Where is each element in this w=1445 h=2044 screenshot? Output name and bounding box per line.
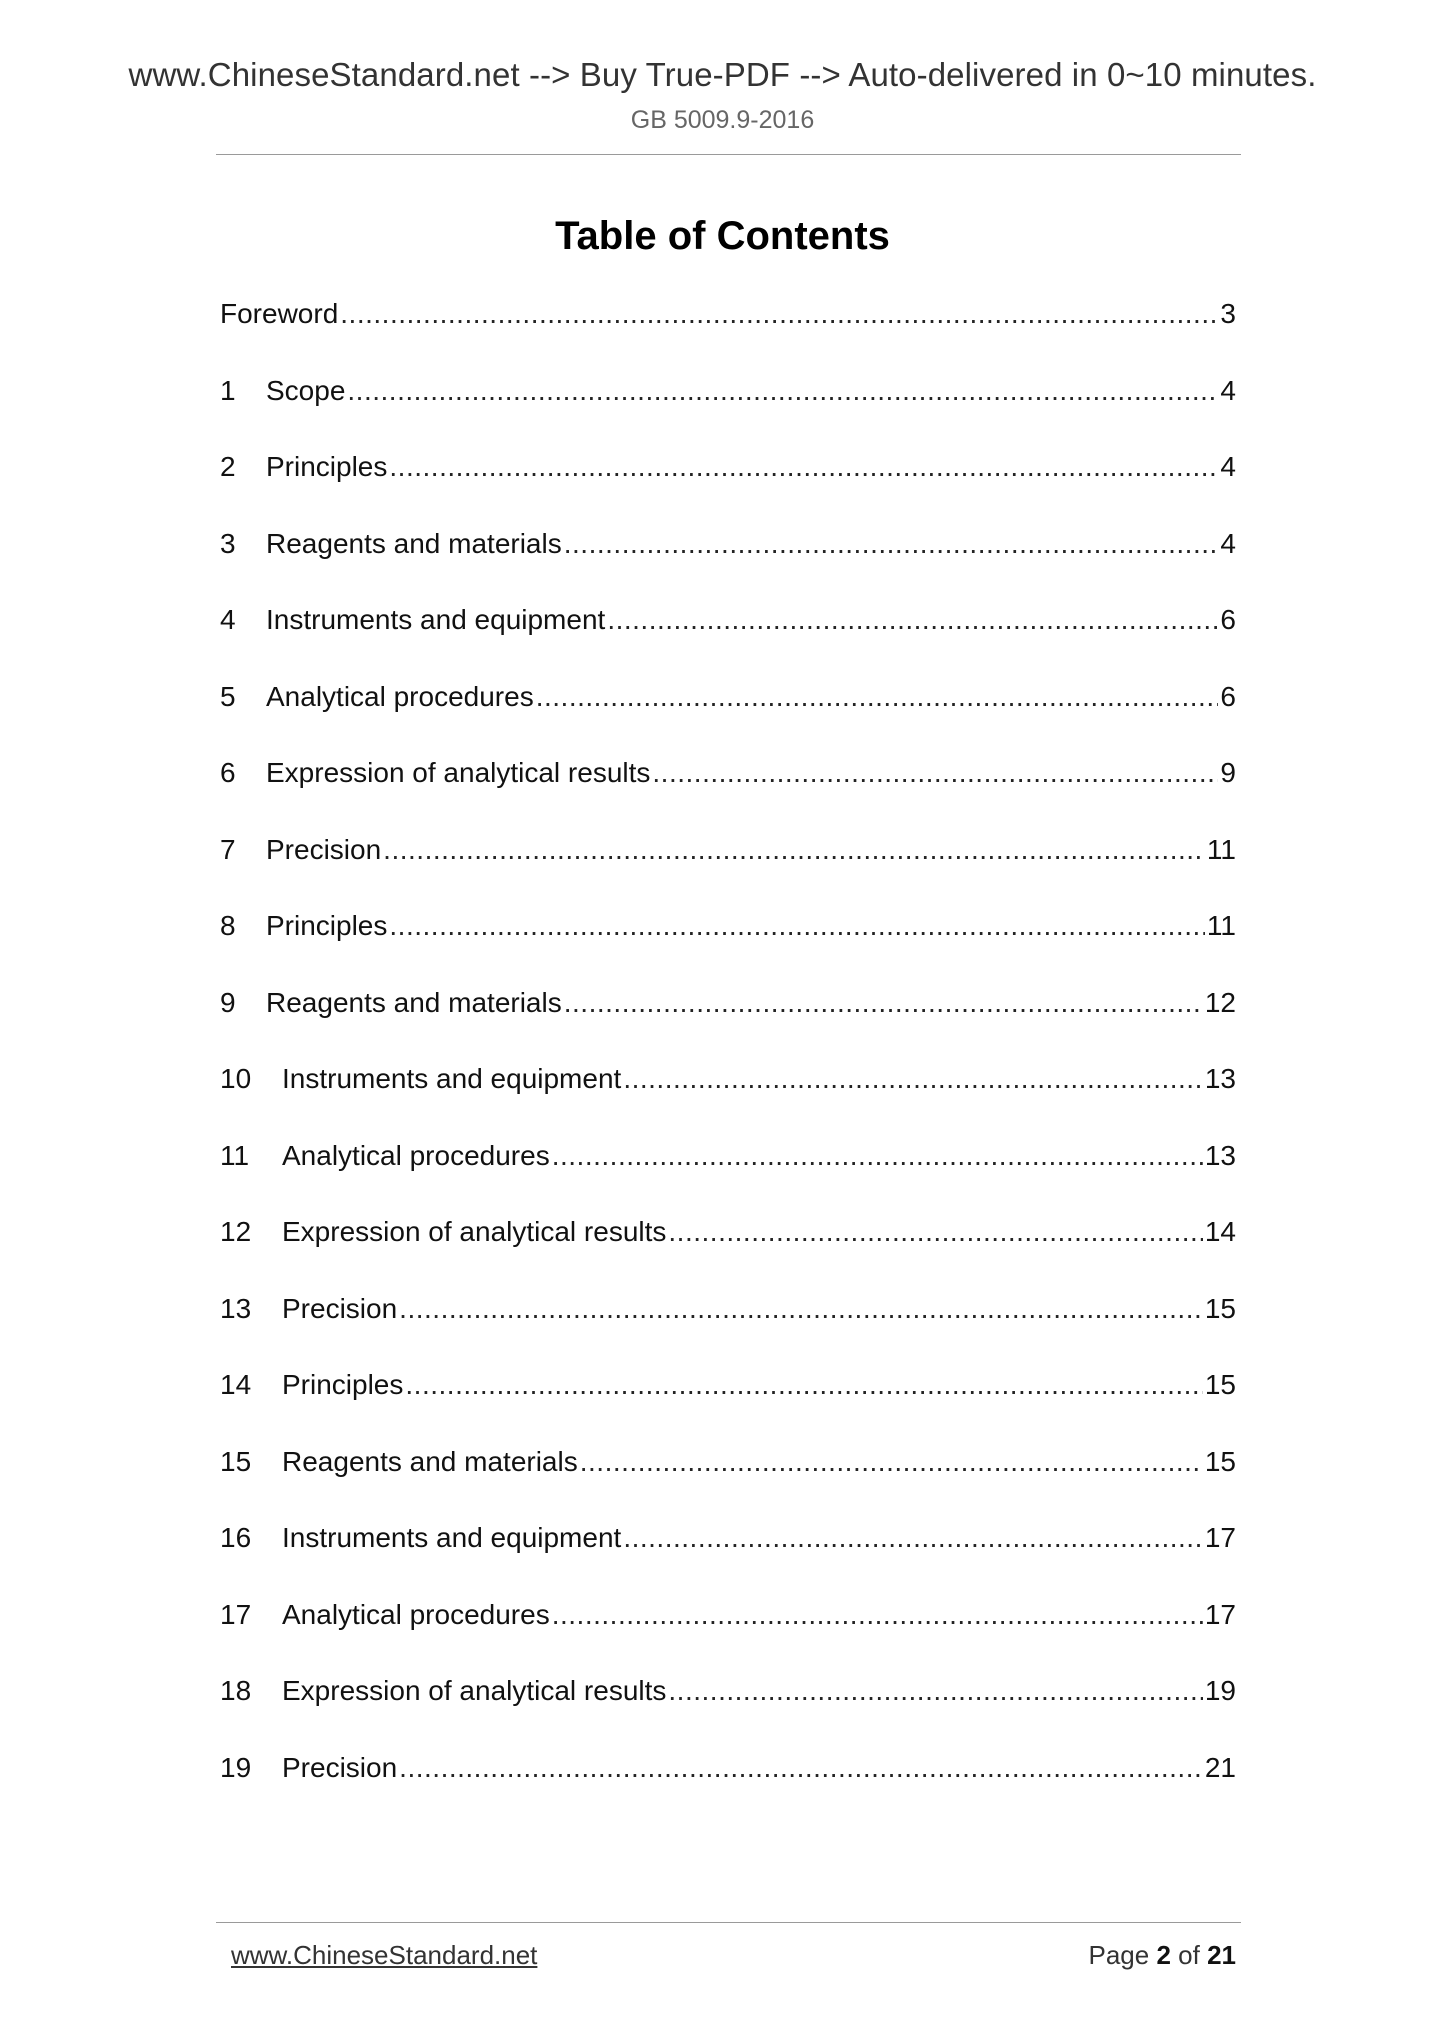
footer-divider (216, 1922, 1241, 1923)
toc-entry-page: 15 (1204, 1292, 1236, 1324)
toc-entry-7[interactable] (220, 830, 1236, 907)
toc-entry-page: 11 (1206, 910, 1236, 941)
toc-title: Table of Contents (555, 214, 890, 258)
toc-entry-4[interactable] (220, 600, 1236, 677)
toc-entry-6[interactable] (220, 753, 1236, 830)
toc-entry-15[interactable] (220, 1442, 1236, 1519)
toc-entry-number: 3 (220, 527, 236, 559)
dot-leader (564, 983, 1203, 1023)
toc-entry-label: Expression of analytical results (282, 1216, 667, 1247)
dot-leader (405, 1365, 1202, 1405)
dot-leader (580, 1442, 1203, 1482)
toc-entry-page: 19 (1204, 1675, 1236, 1706)
toc-entry-label: Instruments and equipment (282, 1063, 622, 1094)
toc-entry-label: Foreword (220, 298, 339, 329)
toc-entry-label: Expression of analytical results (266, 757, 651, 788)
toc-entry-number: 5 (220, 680, 236, 712)
toc-entry-label: Analytical procedures (282, 1139, 550, 1171)
toc-entry-page: 13 (1204, 1139, 1236, 1171)
dot-leader (668, 1212, 1202, 1252)
dot-leader (399, 1748, 1203, 1788)
page-indicator (1088, 1940, 1236, 1971)
toc-entry-number: 19 (220, 1751, 252, 1783)
toc-entry-label: Precision (282, 1292, 398, 1324)
toc-entry-number: 1 (220, 374, 236, 406)
toc-entry-2[interactable] (220, 447, 1236, 524)
dot-leader (652, 753, 1218, 793)
toc-entry-page: 17 (1204, 1522, 1236, 1553)
total-pages-number: 21 (1207, 1940, 1236, 1970)
toc-entry-label: Principles (282, 1369, 404, 1400)
toc-entry-label: Principles (266, 910, 388, 941)
toc-entry-page: 15 (1204, 1369, 1236, 1400)
toc-entry-page: 4 (1220, 451, 1236, 482)
toc-entry-page: 9 (1220, 757, 1236, 788)
document-code: GB 5009.9-2016 (630, 106, 815, 134)
toc-entry-3[interactable] (220, 524, 1236, 601)
toc-entry-page: 14 (1204, 1216, 1236, 1247)
toc-entry-label: Instruments and equipment (266, 604, 606, 635)
toc-entry-page: 13 (1204, 1063, 1236, 1094)
toc-entry-number: 6 (220, 757, 236, 788)
header-divider (216, 154, 1241, 155)
toc-entry-number: 2 (220, 451, 236, 482)
dot-leader (340, 294, 1218, 334)
toc-entry-page: 12 (1204, 986, 1236, 1018)
toc-entry-page: 17 (1204, 1598, 1236, 1630)
page-of-word: of (1178, 1940, 1200, 1970)
dot-leader (668, 1671, 1202, 1711)
toc-entry-number: 16 (220, 1522, 252, 1553)
toc-entry-10[interactable] (220, 1059, 1236, 1136)
table-of-contents (220, 294, 1236, 1824)
toc-entry-label: Expression of analytical results (282, 1675, 667, 1706)
toc-entry-number: 11 (220, 1139, 250, 1171)
toc-entry-number: 7 (220, 833, 236, 865)
toc-entry-13[interactable] (220, 1289, 1236, 1366)
toc-entry-number: 15 (220, 1445, 252, 1477)
dot-leader (623, 1518, 1203, 1558)
toc-entry-page: 4 (1220, 527, 1236, 559)
site-banner: www.ChineseStandard.net --> Buy True-PDF --> Auto-delivered in 0~10 minutes. (128, 56, 1317, 93)
toc-entry-foreword[interactable] (220, 294, 1236, 371)
current-page-number: 2 (1156, 1940, 1171, 1970)
dot-leader (623, 1059, 1203, 1099)
toc-entry-number: 13 (220, 1292, 252, 1324)
toc-entry-label: Scope (266, 374, 346, 406)
toc-entry-16[interactable] (220, 1518, 1236, 1595)
dot-leader (552, 1595, 1203, 1635)
toc-entry-label: Principles (266, 451, 388, 482)
dot-leader (383, 830, 1205, 870)
page-prefix: Page (1088, 1940, 1150, 1970)
toc-entry-label: Instruments and equipment (282, 1522, 622, 1553)
dot-leader (399, 1289, 1203, 1329)
toc-entry-label: Reagents and materials (282, 1445, 578, 1477)
toc-entry-number: 4 (220, 604, 236, 635)
toc-entry-page: 15 (1204, 1445, 1236, 1477)
dot-leader (536, 677, 1219, 717)
toc-entry-number: 17 (220, 1598, 252, 1630)
dot-leader (347, 371, 1218, 411)
dot-leader (389, 447, 1218, 487)
toc-entry-5[interactable] (220, 677, 1236, 754)
toc-entry-number: 14 (220, 1369, 252, 1400)
footer-website-link[interactable]: www.ChineseStandard.net (231, 1940, 538, 1970)
toc-entry-19[interactable] (220, 1748, 1236, 1825)
toc-entry-label: Precision (282, 1751, 398, 1783)
toc-entry-number: 8 (220, 910, 236, 941)
toc-entry-page: 6 (1220, 604, 1236, 635)
toc-entry-number: 10 (220, 1063, 252, 1094)
toc-entry-number: 12 (220, 1216, 252, 1247)
toc-entry-14[interactable] (220, 1365, 1236, 1442)
toc-entry-18[interactable] (220, 1671, 1236, 1748)
toc-entry-label: Reagents and materials (266, 527, 562, 559)
toc-entry-page: 11 (1206, 833, 1236, 865)
toc-entry-page: 6 (1220, 680, 1236, 712)
toc-entry-page: 21 (1204, 1751, 1236, 1783)
toc-entry-8[interactable] (220, 906, 1236, 983)
dot-leader (607, 600, 1218, 640)
toc-entry-9[interactable] (220, 983, 1236, 1060)
toc-entry-11[interactable] (220, 1136, 1236, 1213)
dot-leader (389, 906, 1205, 946)
toc-entry-label: Precision (266, 833, 382, 865)
toc-entry-number: 18 (220, 1675, 252, 1706)
toc-entry-page: 4 (1220, 374, 1236, 406)
toc-entry-label: Analytical procedures (282, 1598, 550, 1630)
toc-entry-17[interactable] (220, 1595, 1236, 1672)
toc-entry-label: Analytical procedures (266, 680, 534, 712)
toc-entry-number: 9 (220, 986, 236, 1018)
toc-entry-12[interactable] (220, 1212, 1236, 1289)
dot-leader (564, 524, 1219, 564)
dot-leader (552, 1136, 1203, 1176)
toc-entry-label: Reagents and materials (266, 986, 562, 1018)
toc-entry-1[interactable] (220, 371, 1236, 448)
toc-entry-page: 3 (1220, 298, 1236, 329)
